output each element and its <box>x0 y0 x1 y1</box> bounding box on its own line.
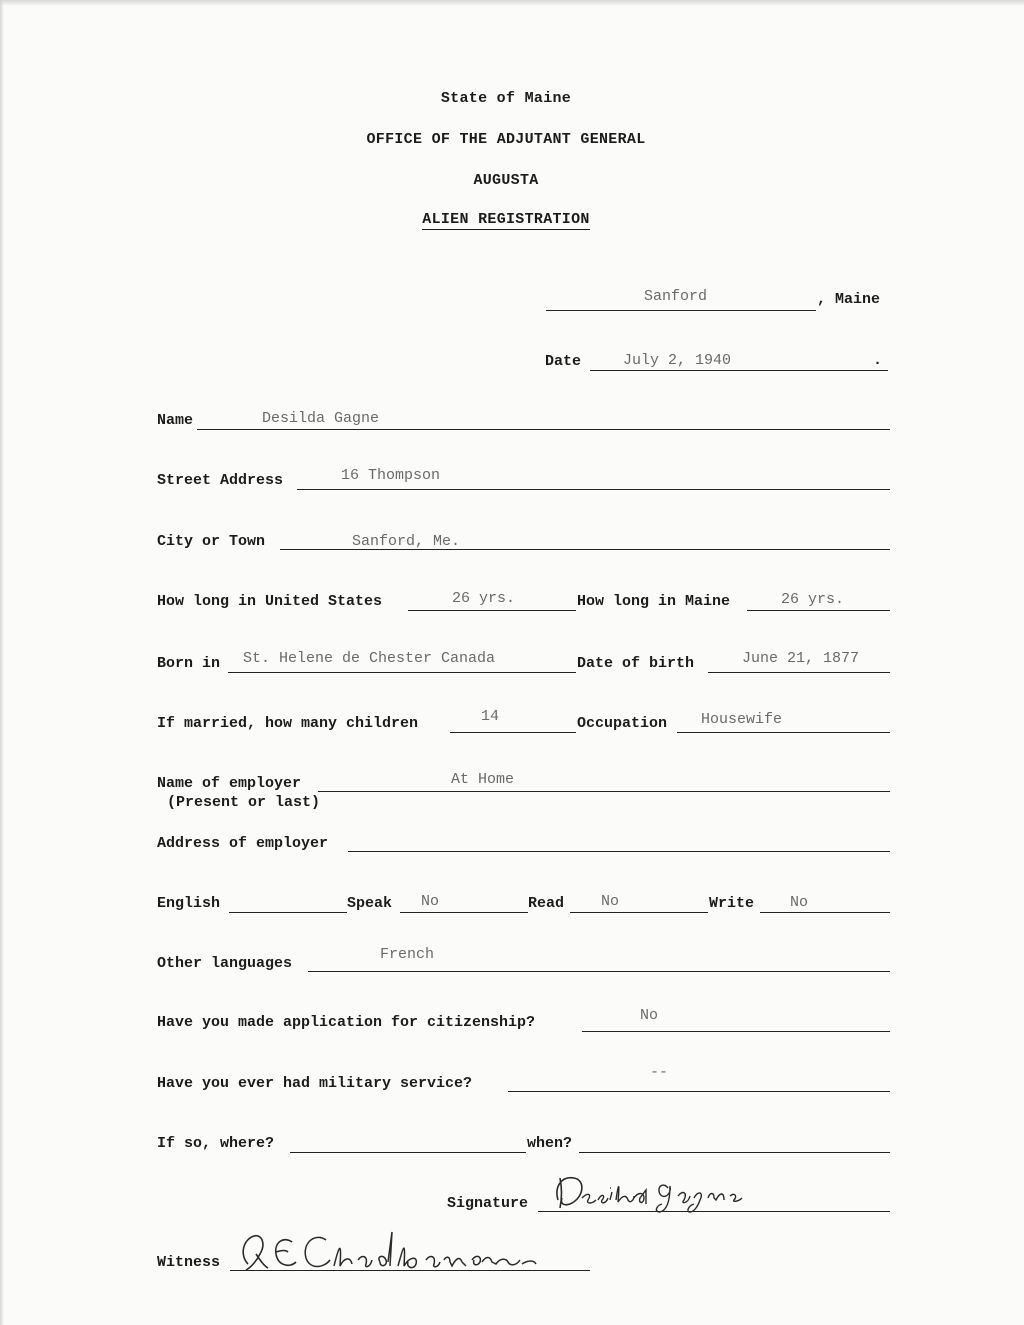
born-label: Born in <box>157 655 221 672</box>
speak-value: No <box>421 893 440 910</box>
maine-duration-value: 26 yrs. <box>781 591 845 608</box>
date-end: . <box>873 352 883 369</box>
name-label: Name <box>157 412 194 429</box>
read-line <box>570 912 708 913</box>
name-value: Desilda Gagne <box>262 410 380 427</box>
city-heading: AUGUSTA <box>473 172 539 189</box>
other-languages-label: Other languages <box>157 955 293 972</box>
write-value: No <box>790 894 809 911</box>
employer-address-label: Address of employer <box>157 835 329 852</box>
signature-label: Signature <box>447 1195 529 1212</box>
children-label: If married, how many children <box>157 715 419 732</box>
speak-line <box>400 912 528 913</box>
street-value: 16 Thompson <box>341 467 441 484</box>
other-languages-line <box>308 971 890 972</box>
born-value: St. Helene de Chester Canada <box>243 650 496 667</box>
write-label: Write <box>709 895 755 912</box>
us-duration-line <box>408 610 576 611</box>
english-label: English <box>157 895 221 912</box>
us-duration-value: 26 yrs. <box>452 590 516 607</box>
when-label: when? <box>527 1135 573 1152</box>
employer-address-line <box>348 851 890 852</box>
us-duration-label: How long in United States <box>157 593 383 610</box>
military-label: Have you ever had military service? <box>157 1075 473 1092</box>
date-value: July 2, 1940 <box>623 352 732 369</box>
write-line <box>760 912 890 913</box>
employer-line <box>318 791 890 792</box>
occupation-line <box>677 732 890 733</box>
children-line <box>450 732 576 733</box>
english-line <box>229 912 347 913</box>
speak-label: Speak <box>347 895 393 912</box>
office-heading: OFFICE OF THE ADJUTANT GENERAL <box>366 131 646 148</box>
citizenship-value: No <box>640 1007 659 1024</box>
signature-handwriting <box>548 1168 798 1216</box>
military-value: -- <box>650 1064 669 1081</box>
children-value: 14 <box>481 708 500 725</box>
date-label: Date <box>545 353 582 370</box>
town-value: Sanford <box>644 288 708 305</box>
witness-label: Witness <box>157 1254 221 1271</box>
date-line <box>590 370 888 371</box>
citizenship-line <box>582 1031 890 1032</box>
where-label: If so, where? <box>157 1135 275 1152</box>
state-heading: State of Maine <box>440 90 572 107</box>
witness-handwriting <box>230 1226 560 1278</box>
read-label: Read <box>528 895 565 912</box>
dob-line <box>708 672 890 673</box>
maine-duration-line <box>747 610 890 611</box>
form-title: ALIEN REGISTRATION <box>422 211 590 228</box>
city-value: Sanford, Me. <box>352 533 461 550</box>
street-line <box>297 489 890 490</box>
occupation-value: Housewife <box>701 711 783 728</box>
military-line <box>508 1091 890 1092</box>
dob-value: June 21, 1877 <box>742 650 860 667</box>
street-label: Street Address <box>157 472 284 489</box>
scan-edge-top <box>0 0 1024 6</box>
city-label: City or Town <box>157 533 266 550</box>
maine-duration-label: How long in Maine <box>577 593 731 610</box>
dob-label: Date of birth <box>577 655 695 672</box>
name-line <box>197 429 890 430</box>
citizenship-label: Have you made application for citizenship? <box>157 1014 536 1031</box>
occupation-label: Occupation <box>577 715 668 732</box>
town-line <box>546 310 816 311</box>
born-line <box>228 672 576 673</box>
where-line <box>290 1152 526 1153</box>
state-suffix: , Maine <box>817 291 881 308</box>
scan-edge-left <box>0 0 4 1325</box>
employer-sublabel: (Present or last) <box>167 794 321 811</box>
read-value: No <box>601 893 620 910</box>
other-languages-value: French <box>380 946 435 963</box>
when-line <box>579 1152 890 1153</box>
employer-value: At Home <box>451 771 515 788</box>
employer-label: Name of employer <box>157 775 302 792</box>
